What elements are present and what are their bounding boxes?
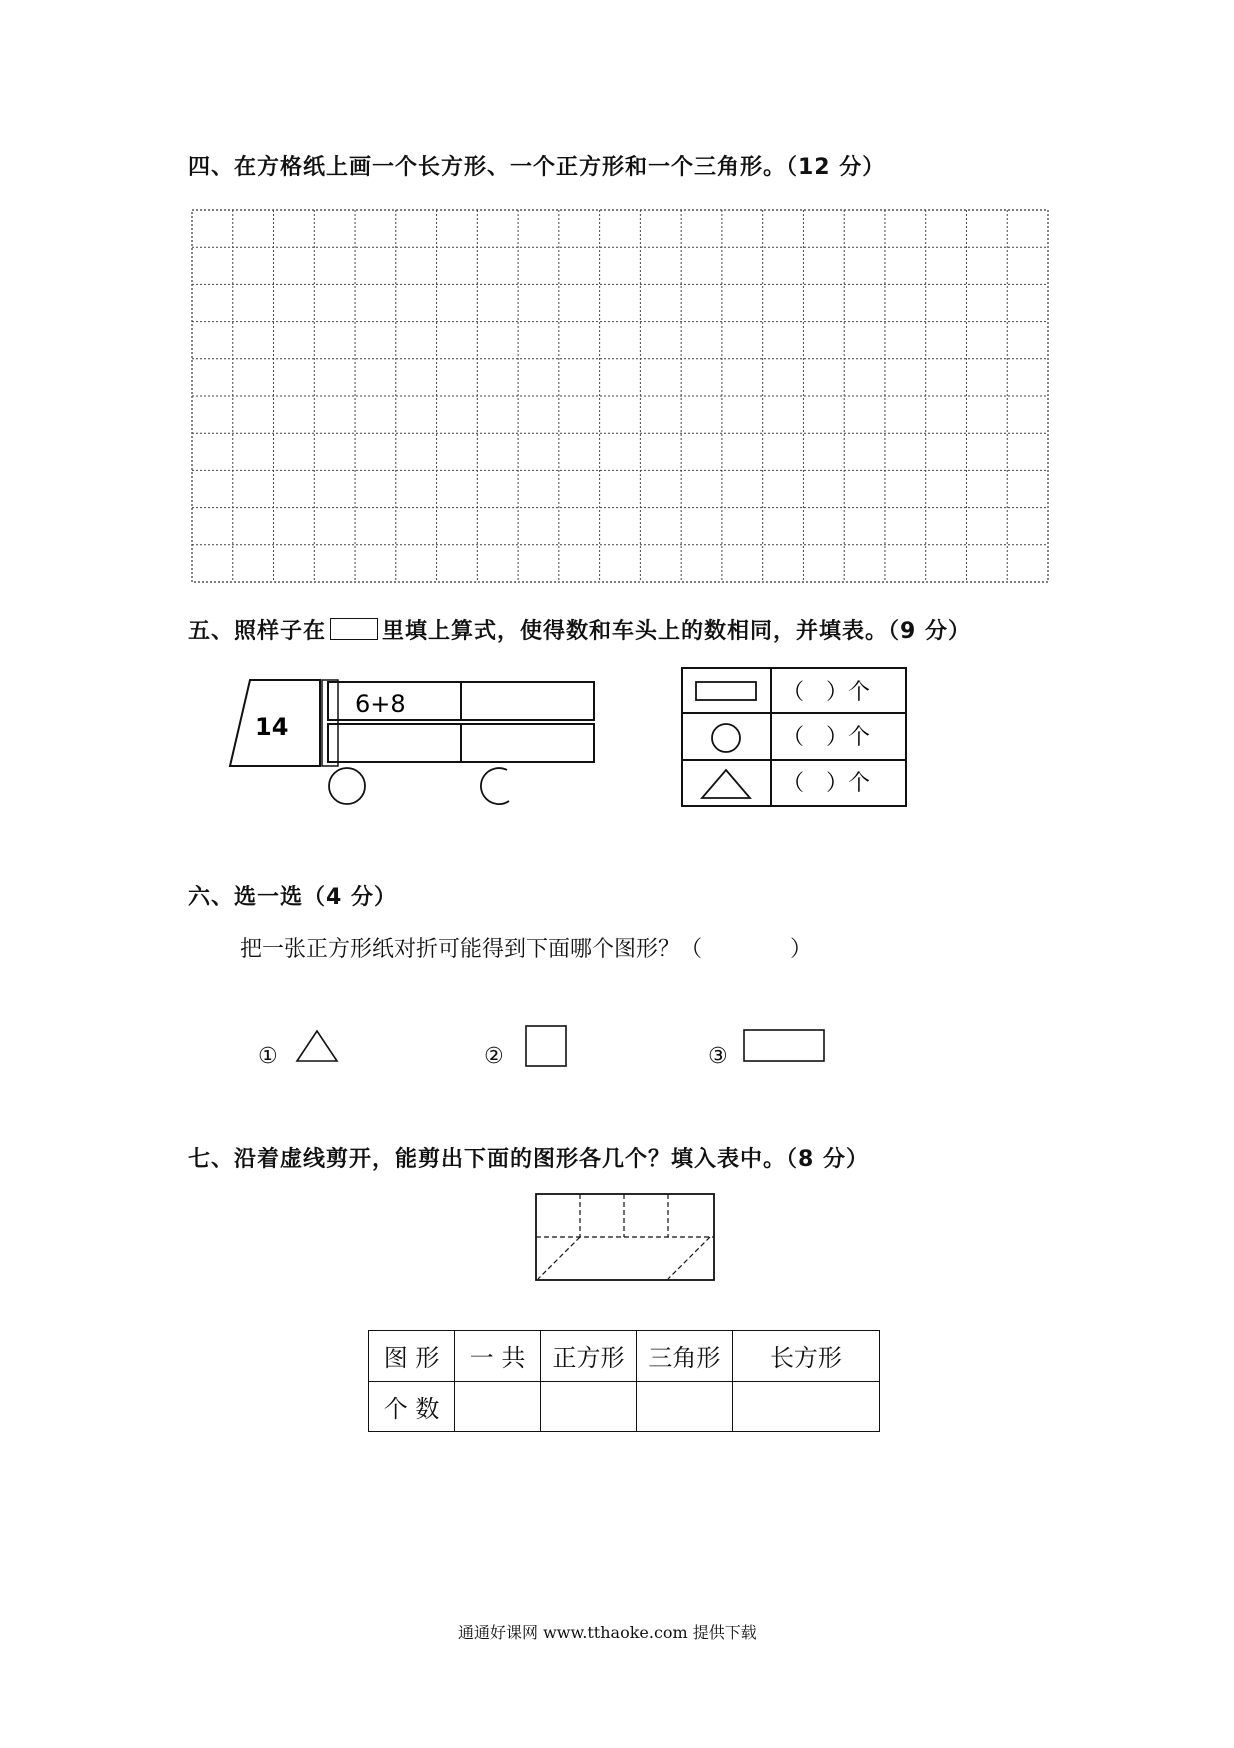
section-6-heading: 六、选一选（4 分） (188, 885, 397, 910)
truck-box-2[interactable] (461, 682, 594, 720)
section-5-heading-after: 里填上算式，使得数和车头上的数相同，并填表。（9 分） (382, 619, 971, 644)
table-answer-3[interactable]: （ ）个 (782, 771, 871, 796)
truck-diagram (220, 668, 600, 818)
table-header-shape: 图 形 (369, 1331, 455, 1382)
answer-cell-square[interactable] (541, 1381, 637, 1432)
truck-wheel-front (329, 768, 365, 804)
section-5-heading-before: 五、照样子在 (188, 619, 327, 644)
option-2-marker[interactable]: ② (484, 1044, 504, 1069)
option-3-rectangle-icon[interactable] (742, 1028, 826, 1064)
cut-lines (536, 1194, 714, 1279)
footer-text: 通通好课网 www.tthaoke.com 提供下载 (458, 1623, 757, 1642)
table-header-total: 一 共 (455, 1331, 541, 1382)
truck-number: 14 (255, 713, 289, 741)
table-header-triangle: 三角形 (636, 1331, 732, 1382)
section-5-heading (188, 614, 971, 645)
table-header-square: 正方形 (541, 1331, 637, 1382)
section-4-heading: 四、在方格纸上画一个长方形、一个正方形和一个三角形。（12 分） (188, 155, 886, 180)
answer-box-icon (330, 618, 378, 640)
table-answer-2[interactable]: （ ）个 (782, 725, 871, 750)
truck-box-3[interactable] (328, 724, 461, 762)
rectangle-icon (696, 682, 756, 700)
section-6-question: 把一张正方形纸对折可能得到下面哪个图形？（ ） (240, 937, 813, 962)
option-2-square-icon[interactable] (524, 1024, 568, 1068)
option-1-marker[interactable]: ① (258, 1044, 278, 1069)
answer-cell-rectangle[interactable] (732, 1381, 879, 1432)
shape-count-table (680, 666, 910, 810)
option-3-marker[interactable]: ③ (708, 1044, 728, 1069)
grid-paper[interactable] (190, 208, 1050, 584)
truck-wheel-back (481, 768, 509, 804)
table-header-rectangle: 长方形 (732, 1331, 879, 1382)
section-7-heading: 七、沿着虚线剪开，能剪出下面的图形各几个？填入表中。（8 分） (188, 1147, 869, 1172)
shape-count-answer-table (368, 1330, 880, 1432)
cut-paper-diagram (534, 1192, 718, 1284)
circle-icon (712, 724, 740, 752)
truck-box-4[interactable] (461, 724, 594, 762)
table-row-label-count: 个 数 (369, 1381, 455, 1432)
triangle-icon (702, 770, 750, 798)
option-1-triangle-icon[interactable] (294, 1028, 340, 1064)
answer-cell-total[interactable] (455, 1381, 541, 1432)
answer-cell-triangle[interactable] (636, 1381, 732, 1432)
table-answer-1[interactable]: （ ）个 (782, 680, 871, 705)
example-formula: 6+8 (355, 690, 406, 718)
